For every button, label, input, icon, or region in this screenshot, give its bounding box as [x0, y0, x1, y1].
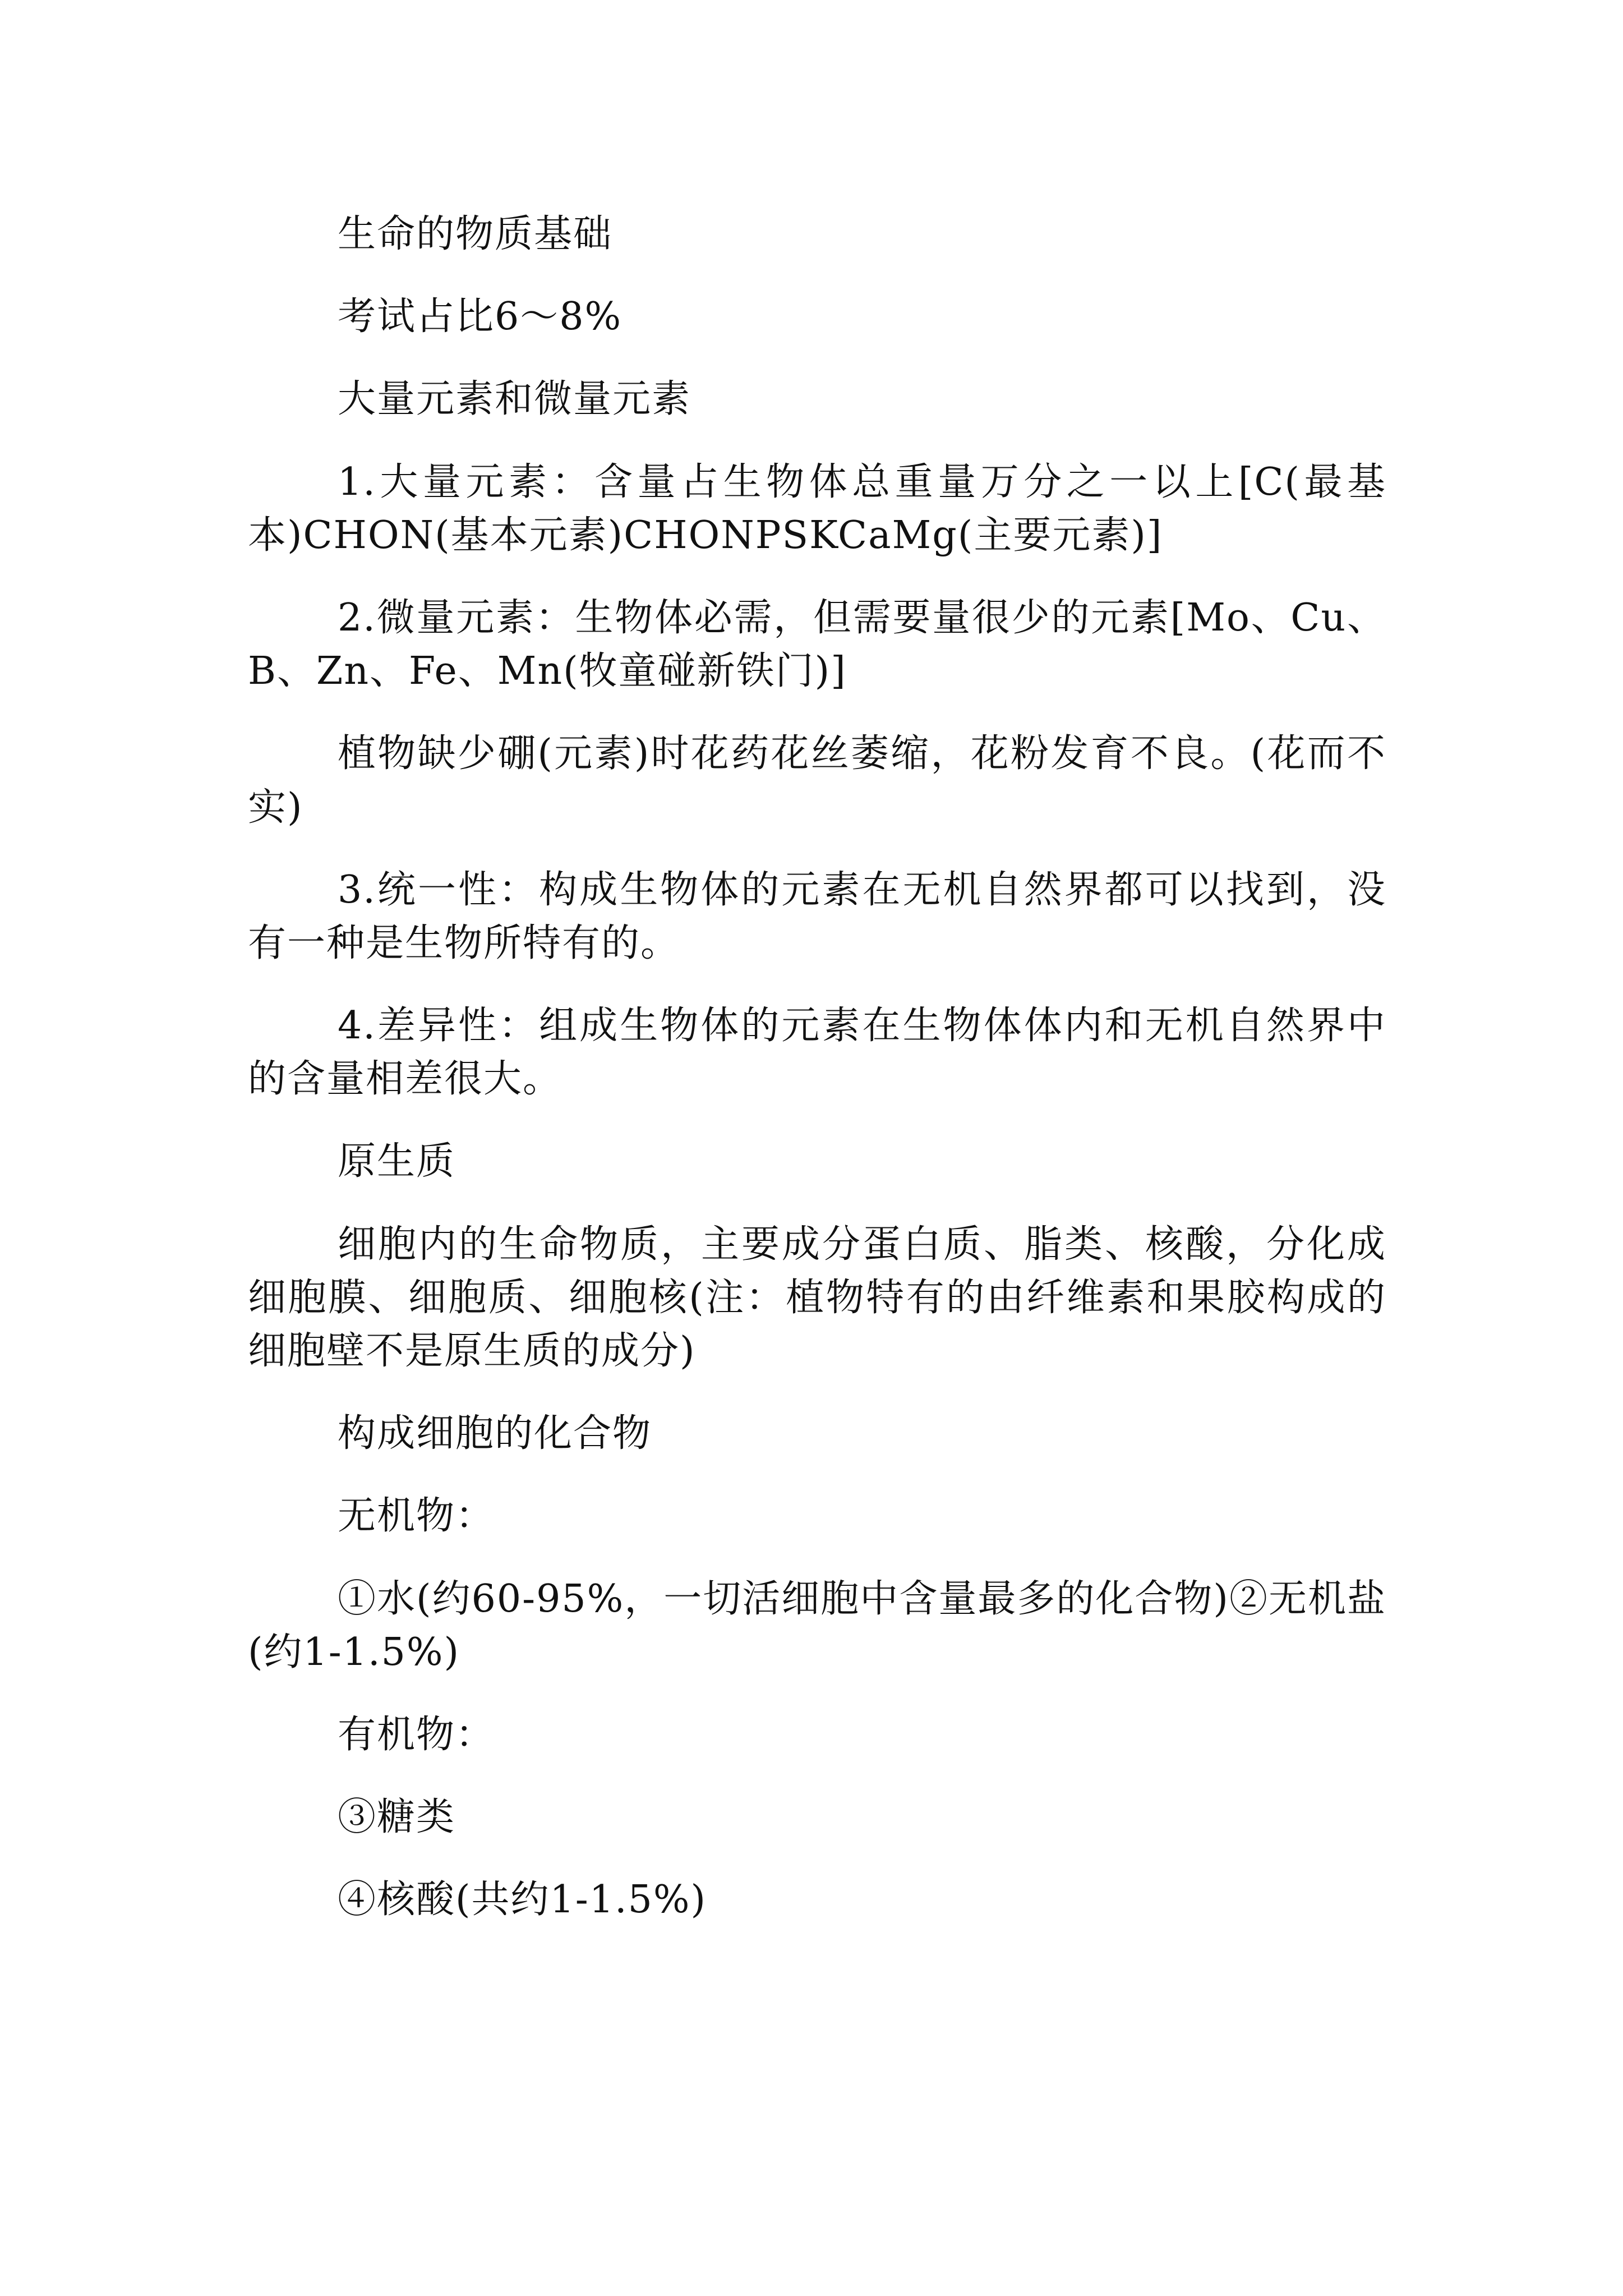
- paragraph-unity: 3.统一性：构成生物体的元素在无机自然界都可以找到，没有一种是生物所特有的。: [248, 867, 1386, 965]
- list-item-sugars: ③糖类: [338, 1795, 456, 1840]
- subheading-inorganic: 无机物：: [338, 1494, 495, 1539]
- subheading-organic: 有机物：: [338, 1712, 495, 1757]
- paragraph-water-salts: ①水(约60-95%，一切活细胞中含量最多的化合物)②无机盐(约1-1.5%): [248, 1576, 1386, 1674]
- section-heading-compounds: 构成细胞的化合物: [338, 1411, 652, 1456]
- exam-ratio-text: 考试占比6～8%: [338, 295, 623, 339]
- section-title: 生命的物质基础: [338, 212, 613, 256]
- section-heading-elements: 大量元素和微量元素: [338, 377, 691, 422]
- section-heading-protoplasm: 原生质: [338, 1139, 456, 1184]
- paragraph-boron: 植物缺少硼(元素)时花药花丝萎缩，花粉发育不良。(花而不实): [248, 731, 1386, 830]
- paragraph-macro-elements: 1.大量元素：含量占生物体总重量万分之一以上[C(最基本)CHON(基本元素)CHONPSKCaMg(主要元素)]: [248, 459, 1386, 558]
- paragraph-protoplasm: 细胞内的生命物质，主要成分蛋白质、脂类、核酸，分化成细胞膜、细胞质、细胞核(注：植物特有的由纤维素和果胶构成的细胞壁不是原生质的成分): [248, 1222, 1386, 1373]
- paragraph-micro-elements: 2.微量元素：生物体必需，但需要量很少的元素[Mo、Cu、B、Zn、Fe、Mn(牧童碰新铁门)]: [248, 595, 1386, 694]
- document-page: [248, 208, 1386, 1927]
- list-item-nucleic-acid: ④核酸(共约1-1.5%): [338, 1878, 707, 1922]
- paragraph-difference: 4.差异性：组成生物体的元素在生物体体内和无机自然界中的含量相差很大。: [248, 1004, 1386, 1102]
